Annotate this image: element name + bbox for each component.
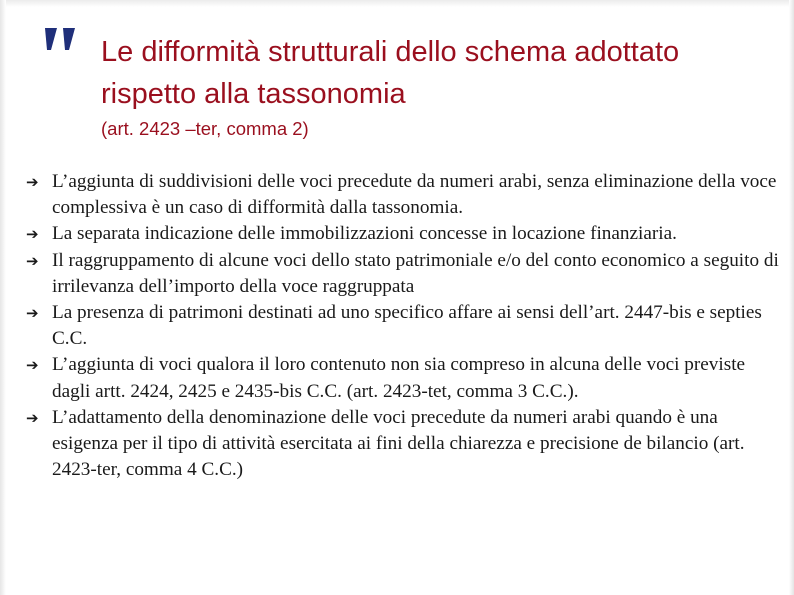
slide-title: Le difformità strutturali dello schema adottato rispetto alla tassonomia <box>101 36 680 110</box>
bullet-text: L’aggiunta di suddivisioni delle voci precedute da numeri arabi, senza eliminazione della voce complessiva è un caso di difformità dalla tassonomia. <box>52 171 777 219</box>
bullet-item <box>26 169 786 221</box>
bullet-item <box>26 405 786 484</box>
bullet-list <box>26 169 786 483</box>
slide-right-shadow <box>789 0 794 595</box>
arrow-bullet-icon: ➔ <box>26 173 39 191</box>
bullet-text: La presenza di patrimoni destinati ad uno specifico affare ai sensi dell’art. 2447-bis e septies C.C. <box>52 302 762 350</box>
arrow-bullet-icon: ➔ <box>26 408 39 427</box>
bullet-text: La separata indicazione delle immobilizzazioni concesse in locazione finanziaria. <box>52 223 677 245</box>
bullet-text: L’adattamento della denominazione delle voci precedute da numeri arabi quando è una esigenza per il tipo di attività esercitata ai fini della chiarezza e precisione de bilancio (art. 2423-ter, comma 4 C.C.) <box>52 406 745 481</box>
arrow-bullet-icon: ➔ <box>26 356 39 375</box>
quote-mark-icon <box>42 26 80 57</box>
arrow-bullet-icon: ➔ <box>26 304 39 323</box>
bullet-item <box>26 221 786 247</box>
arrow-bullet-icon: ➔ <box>26 251 39 270</box>
arrow-bullet-icon: ➔ <box>26 225 39 244</box>
bullet-item <box>26 300 786 352</box>
bullet-item <box>26 248 786 300</box>
bullet-text: Il raggruppamento di alcune voci dello stato patrimoniale e/o del conto economico a seguito di irrilevanza dell’importo della voce raggruppata <box>52 249 779 297</box>
slide-top-shadow <box>0 0 794 7</box>
bullet-text: L’aggiunta di voci qualora il loro contenuto non sia compreso in alcuna delle voci previste dagli artt. 2424, 2425 e 2435-bis C.C. (art. 2423-tet, comma 3 C.C.). <box>52 354 746 402</box>
slide-subtitle: (art. 2423 –ter, comma 2) <box>101 118 309 139</box>
bullet-item <box>26 352 786 404</box>
slide-left-shadow <box>0 0 6 595</box>
